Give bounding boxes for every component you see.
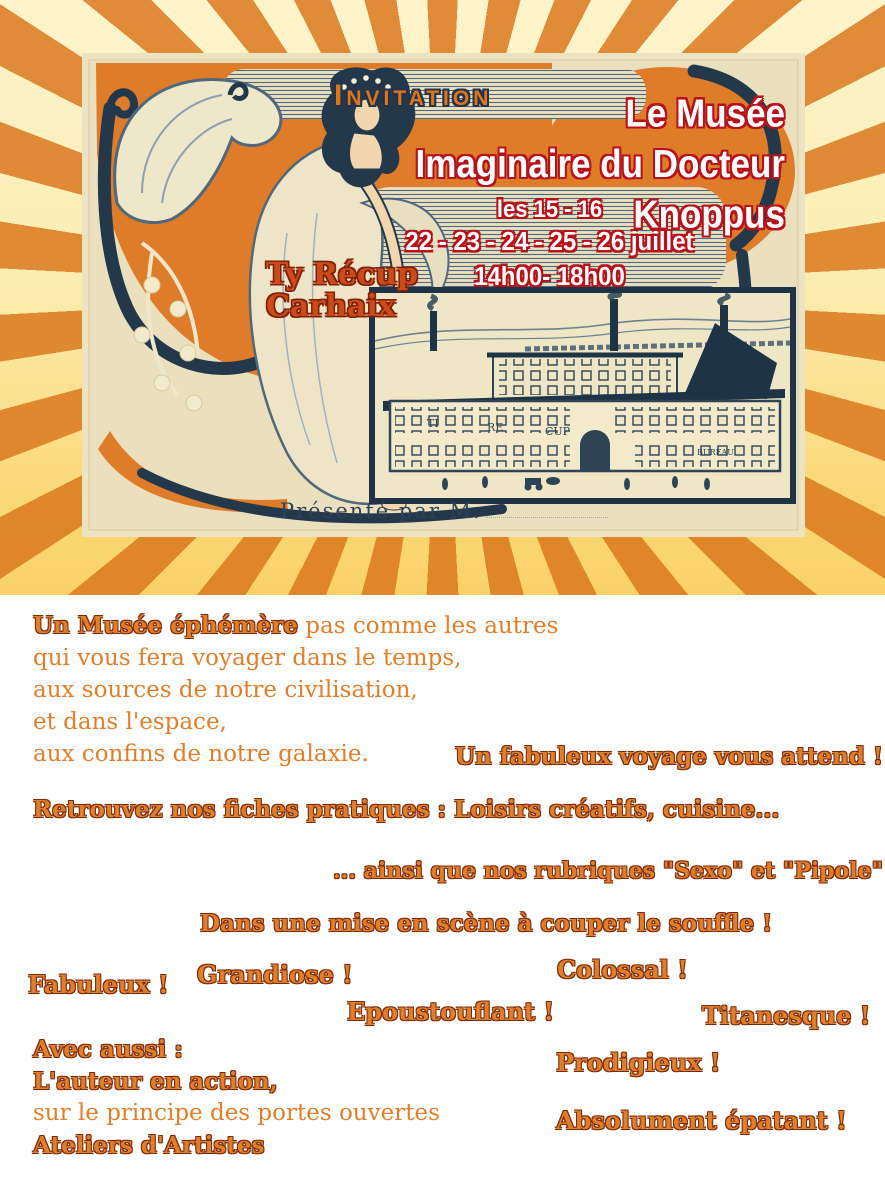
venue-line2: Carhaix [266, 289, 396, 324]
ateliers-line: Ateliers d'Artistes [33, 1132, 265, 1159]
event-dates-line2: 22 - 23 - 24 - 25 - 26 juillet [405, 227, 694, 257]
exclamation-prodigieux: Prodigieux ! [556, 1048, 721, 1077]
intro-line5: aux confins de notre galaxie. [33, 741, 369, 767]
invitation-heading: Invitation [334, 79, 493, 112]
fiches-line: Retrouvez nos fiches pratiques : Loisirs créatifs, cuisine... [33, 796, 780, 823]
factory-sign-ti: TI [427, 417, 439, 430]
exclamation-colossal: Colossal ! [557, 955, 688, 984]
factory-main-facade [383, 389, 785, 471]
exclamation-fabuleux: Fabuleux ! [28, 970, 169, 999]
museum-title-line3: Knoppus [633, 193, 785, 237]
portes-ouvertes-line: sur le principe des portes ouvertes [33, 1100, 440, 1126]
intro-line4: et dans l'espace, [33, 709, 227, 735]
museum-title-line2: Imaginaire du Docteur [415, 142, 785, 186]
presented-by-line [280, 499, 608, 523]
exclamation-titanesque: Titanesque ! [702, 1001, 871, 1030]
voyage-tagline: Un fabuleux voyage vous attend ! [455, 743, 883, 770]
museum-title-line1: Le Musée [625, 92, 785, 136]
event-dates [377, 193, 722, 295]
presented-by-text: Présenté par M. [280, 499, 482, 523]
event-dates-line1: les 15 - 16 [496, 195, 603, 223]
event-hours: 14h00- 18h00 [474, 262, 625, 292]
intro-strong: Un Musée éphémère [33, 612, 298, 639]
exclamation-grandiose: Grandiose ! [197, 960, 353, 989]
description-section [0, 595, 885, 1181]
exclamation-epoustouflant: Epoustouflant ! [347, 997, 555, 1026]
exclamation-absolument: Absolument épatant ! [556, 1106, 847, 1135]
auteur-line: L'auteur en action, [33, 1068, 278, 1095]
avec-aussi-heading: Avec aussi : [33, 1036, 183, 1063]
signature-dotted-line [486, 517, 608, 518]
factory-sign-bureau: BUREAU [697, 448, 735, 457]
factory-sign-cup: CUP [545, 425, 571, 438]
factory-sign-re: RE [487, 421, 504, 434]
intro-line2: qui vous fera voyager dans le temps, [33, 645, 462, 671]
venue-name [266, 259, 418, 323]
factory-arch-door [580, 430, 610, 471]
intro-rest: pas comme les autres [297, 613, 559, 639]
rubriques-line: ... ainsi que nos rubriques "Sexo" et "Pipole" [333, 858, 884, 884]
factory-engraving [372, 290, 793, 501]
vintage-postcard [82, 53, 805, 537]
intro-line3: aux sources de notre civilisation, [33, 677, 418, 703]
venue-line1: Ty Récup [266, 257, 418, 292]
intro-line1 [33, 612, 558, 639]
mise-en-scene-line: Dans une mise en scène à couper le souffle ! [200, 910, 773, 937]
